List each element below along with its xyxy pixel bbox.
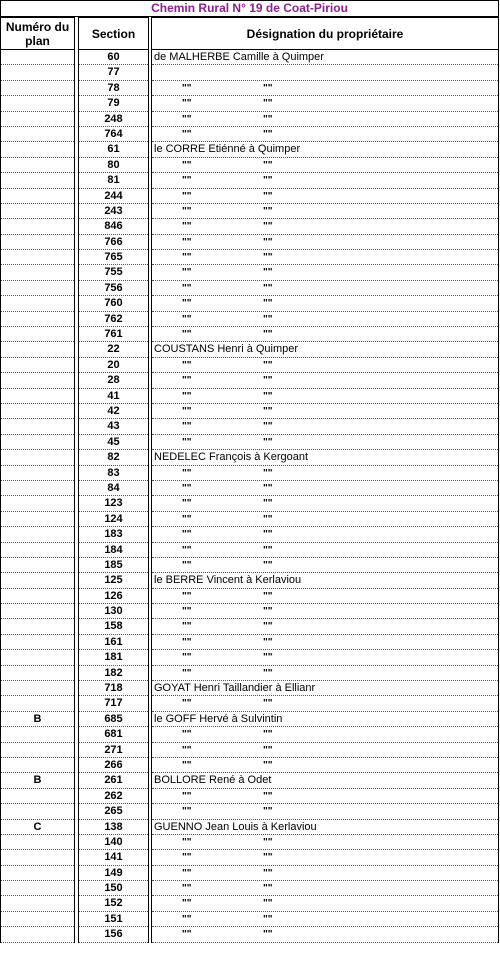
plan-cell <box>1 50 74 65</box>
ditto-mark: "" <box>263 282 273 294</box>
owner-cell <box>152 112 498 127</box>
section-cell: 766 <box>79 235 148 250</box>
section-cell: 126 <box>79 589 148 604</box>
plan-cell <box>1 65 74 80</box>
ditto-mark: "" <box>182 375 192 387</box>
plan-cell <box>1 404 74 419</box>
section-cell: 158 <box>79 619 148 634</box>
section-cell: 78 <box>79 81 148 96</box>
ditto-mark: "" <box>263 159 273 171</box>
owner-cell <box>152 265 498 280</box>
owner-cell <box>152 927 498 942</box>
ditto-mark: "" <box>263 175 273 187</box>
section-cell: 83 <box>79 466 148 481</box>
section-cell: 125 <box>79 573 148 588</box>
ditto-mark: "" <box>182 867 192 879</box>
owner-cell <box>152 158 498 173</box>
plan-cell <box>1 543 74 558</box>
section-cell: 161 <box>79 635 148 650</box>
owner-cell <box>152 235 498 250</box>
ditto-mark: "" <box>182 313 192 325</box>
ditto-mark: "" <box>182 898 192 910</box>
owner-cell: BOLLORE René à Odet <box>152 773 498 788</box>
owner-cell: GOYAT Henri Taillandier à Ellianr <box>152 681 498 696</box>
ditto-mark: "" <box>182 236 192 248</box>
ditto-mark: "" <box>182 513 192 525</box>
section-cell: 681 <box>79 727 148 742</box>
ditto-mark: "" <box>182 929 192 941</box>
ditto-mark: "" <box>182 698 192 710</box>
section-cell: 760 <box>79 296 148 311</box>
section-cell: 22 <box>79 342 148 357</box>
owner-cell: GUENNO Jean Louis à Kerlaviou <box>152 820 498 835</box>
ditto-mark: "" <box>263 513 273 525</box>
owner-cell <box>152 619 498 634</box>
ditto-mark: "" <box>182 759 192 771</box>
plan-cell <box>1 496 74 511</box>
ditto-mark: "" <box>263 467 273 479</box>
owner-cell: le CORRE Etiénné à Quimper <box>152 142 498 157</box>
section-cell: 123 <box>79 496 148 511</box>
ditto-mark: "" <box>263 606 273 618</box>
ditto-mark: "" <box>182 405 192 417</box>
ditto-mark: "" <box>263 482 273 494</box>
section-cell: 261 <box>79 773 148 788</box>
plan-cell <box>1 235 74 250</box>
ditto-mark: "" <box>182 852 192 864</box>
plan-cell <box>1 96 74 111</box>
ditto-mark: "" <box>182 282 192 294</box>
ditto-mark: "" <box>182 544 192 556</box>
plan-cell <box>1 912 74 927</box>
ditto-mark: "" <box>182 359 192 371</box>
plan-cell <box>1 681 74 696</box>
ditto-mark: "" <box>263 667 273 679</box>
plan-cell <box>1 573 74 588</box>
ditto-mark: "" <box>182 636 192 648</box>
ditto-mark: "" <box>263 113 273 125</box>
plan-cell <box>1 296 74 311</box>
plan-cell <box>1 358 74 373</box>
plan-cell <box>1 81 74 96</box>
section-cell: 82 <box>79 450 148 465</box>
owner-cell <box>152 866 498 881</box>
ditto-mark: "" <box>182 559 192 571</box>
ditto-mark: "" <box>263 867 273 879</box>
section-cell: 765 <box>79 250 148 265</box>
owner-cell <box>152 281 498 296</box>
section-cell: 43 <box>79 419 148 434</box>
ditto-mark: "" <box>182 621 192 633</box>
plan-cell <box>1 481 74 496</box>
plan-cell <box>1 850 74 865</box>
ditto-mark: "" <box>182 175 192 187</box>
owner-cell <box>152 758 498 773</box>
ditto-mark: "" <box>263 267 273 279</box>
plan-cell <box>1 589 74 604</box>
ditto-mark: "" <box>263 790 273 802</box>
plan-cell: B <box>1 712 74 727</box>
owner-cell <box>152 81 498 96</box>
ditto-mark: "" <box>182 467 192 479</box>
owner-cell: COUSTANS Henri à Quimper <box>152 342 498 357</box>
ditto-mark: "" <box>182 590 192 602</box>
section-cell: 84 <box>79 481 148 496</box>
ditto-mark: "" <box>263 421 273 433</box>
plan-cell <box>1 373 74 388</box>
ditto-mark: "" <box>263 298 273 310</box>
ditto-mark: "" <box>263 559 273 571</box>
section-cell: 130 <box>79 604 148 619</box>
plan-cell <box>1 696 74 711</box>
plan-cell <box>1 389 74 404</box>
owner-cell <box>152 204 498 219</box>
plan-cell <box>1 204 74 219</box>
section-cell: 80 <box>79 158 148 173</box>
owner-cell <box>152 743 498 758</box>
ditto-mark: "" <box>182 806 192 818</box>
ditto-mark: "" <box>182 667 192 679</box>
plan-cell <box>1 450 74 465</box>
ditto-mark: "" <box>263 729 273 741</box>
ditto-mark: "" <box>263 313 273 325</box>
owner-cell <box>152 881 498 896</box>
ditto-mark: "" <box>263 898 273 910</box>
section-cell: 756 <box>79 281 148 296</box>
ditto-mark: "" <box>263 652 273 664</box>
owner-cell: de MALHERBE Camille à Quimper <box>152 50 498 65</box>
plan-cell <box>1 327 74 342</box>
section-cell: 41 <box>79 389 148 404</box>
ditto-mark: "" <box>182 221 192 233</box>
plan-cell <box>1 158 74 173</box>
plan-cell <box>1 758 74 773</box>
ditto-mark: "" <box>182 329 192 341</box>
section-cell: 262 <box>79 789 148 804</box>
owner-cell <box>152 404 498 419</box>
owner-cell <box>152 219 498 234</box>
section-cell: 755 <box>79 265 148 280</box>
plan-cell <box>1 265 74 280</box>
ditto-mark: "" <box>263 436 273 448</box>
ditto-mark: "" <box>263 621 273 633</box>
section-cell: 185 <box>79 558 148 573</box>
ditto-mark: "" <box>182 98 192 110</box>
owner-cell <box>152 173 498 188</box>
owner-cell <box>152 635 498 650</box>
owner-cell <box>152 589 498 604</box>
plan-cell: B <box>1 773 74 788</box>
plan-cell <box>1 342 74 357</box>
column-section <box>78 50 149 943</box>
owner-cell <box>152 466 498 481</box>
owner-cell: le BERRE Vincent à Kerlaviou <box>152 573 498 588</box>
owner-cell <box>152 835 498 850</box>
section-cell: 762 <box>79 312 148 327</box>
owner-cell <box>152 189 498 204</box>
section-cell: 61 <box>79 142 148 157</box>
owner-cell <box>152 419 498 434</box>
owner-cell <box>152 604 498 619</box>
plan-cell <box>1 435 74 450</box>
ditto-mark: "" <box>263 236 273 248</box>
owner-cell <box>152 912 498 927</box>
section-cell: 718 <box>79 681 148 696</box>
ditto-mark: "" <box>182 482 192 494</box>
ditto-mark: "" <box>263 375 273 387</box>
plan-cell <box>1 835 74 850</box>
ditto-mark: "" <box>263 98 273 110</box>
section-cell: 265 <box>79 804 148 819</box>
ditto-mark: "" <box>182 252 192 264</box>
plan-cell <box>1 281 74 296</box>
owner-cell <box>152 296 498 311</box>
column-plan <box>0 50 75 943</box>
plan-cell <box>1 866 74 881</box>
owner-cell <box>152 727 498 742</box>
ditto-mark: "" <box>263 913 273 925</box>
plan-cell <box>1 619 74 634</box>
ditto-mark: "" <box>263 359 273 371</box>
plan-cell <box>1 650 74 665</box>
section-cell: 764 <box>79 127 148 142</box>
ditto-mark: "" <box>182 159 192 171</box>
ditto-mark: "" <box>182 883 192 895</box>
section-cell: 124 <box>79 512 148 527</box>
ditto-mark: "" <box>182 298 192 310</box>
ditto-mark: "" <box>263 405 273 417</box>
ditto-mark: "" <box>263 929 273 941</box>
section-cell: 60 <box>79 50 148 65</box>
plan-cell <box>1 419 74 434</box>
header-section: Section <box>78 17 149 50</box>
ditto-mark: "" <box>182 190 192 202</box>
owner-cell <box>152 696 498 711</box>
ditto-mark: "" <box>263 852 273 864</box>
plan-cell <box>1 512 74 527</box>
ditto-mark: "" <box>182 529 192 541</box>
plan-cell <box>1 896 74 911</box>
ditto-mark: "" <box>263 190 273 202</box>
owner-cell <box>152 543 498 558</box>
section-cell: 846 <box>79 219 148 234</box>
section-cell: 244 <box>79 189 148 204</box>
ditto-mark: "" <box>182 113 192 125</box>
owner-cell <box>152 327 498 342</box>
ditto-mark: "" <box>182 913 192 925</box>
ditto-mark: "" <box>182 652 192 664</box>
section-cell: 141 <box>79 850 148 865</box>
owner-cell <box>152 558 498 573</box>
ditto-mark: "" <box>263 498 273 510</box>
owner-cell <box>152 373 498 388</box>
plan-cell <box>1 173 74 188</box>
ditto-mark: "" <box>182 436 192 448</box>
section-cell: 152 <box>79 896 148 911</box>
ditto-mark: "" <box>263 329 273 341</box>
ditto-mark: "" <box>263 205 273 217</box>
ditto-mark: "" <box>182 790 192 802</box>
ditto-mark: "" <box>263 883 273 895</box>
ditto-mark: "" <box>263 759 273 771</box>
owner-cell <box>152 127 498 142</box>
ditto-mark: "" <box>263 636 273 648</box>
plan-cell <box>1 558 74 573</box>
ditto-mark: "" <box>182 421 192 433</box>
ditto-mark: "" <box>263 806 273 818</box>
owner-cell: le GOFF Hervé à Sulvintin <box>152 712 498 727</box>
section-cell: 140 <box>79 835 148 850</box>
section-cell: 266 <box>79 758 148 773</box>
ditto-mark: "" <box>263 390 273 402</box>
ditto-mark: "" <box>263 698 273 710</box>
section-cell: 183 <box>79 527 148 542</box>
owner-cell <box>152 896 498 911</box>
section-cell: 248 <box>79 112 148 127</box>
owner-cell <box>152 96 498 111</box>
ditto-mark: "" <box>263 221 273 233</box>
owner-cell <box>152 250 498 265</box>
plan-cell <box>1 142 74 157</box>
ditto-mark: "" <box>263 590 273 602</box>
ditto-mark: "" <box>263 529 273 541</box>
plan-cell <box>1 250 74 265</box>
ditto-mark: "" <box>182 82 192 94</box>
owner-cell <box>152 804 498 819</box>
section-cell: 150 <box>79 881 148 896</box>
column-designation <box>151 50 499 943</box>
ditto-mark: "" <box>263 544 273 556</box>
header-designation: Désignation du propriétaire <box>151 17 499 50</box>
section-cell: 271 <box>79 743 148 758</box>
owner-cell <box>152 666 498 681</box>
plan-cell <box>1 219 74 234</box>
ditto-mark: "" <box>182 606 192 618</box>
ditto-mark: "" <box>182 744 192 756</box>
ditto-mark: "" <box>263 744 273 756</box>
owner-cell: NEDELEC François à Kergoant <box>152 450 498 465</box>
plan-cell <box>1 789 74 804</box>
sheet-title: Chemin Rural N° 19 de Coat-Piriou <box>0 0 499 17</box>
plan-cell <box>1 112 74 127</box>
section-cell: 42 <box>79 404 148 419</box>
section-cell: 181 <box>79 650 148 665</box>
section-cell: 685 <box>79 712 148 727</box>
section-cell: 45 <box>79 435 148 450</box>
owner-cell <box>152 312 498 327</box>
section-cell: 149 <box>79 866 148 881</box>
owner-cell <box>152 496 498 511</box>
section-cell: 77 <box>79 65 148 80</box>
plan-cell <box>1 881 74 896</box>
plan-cell <box>1 189 74 204</box>
owner-cell <box>152 435 498 450</box>
section-cell: 243 <box>79 204 148 219</box>
section-cell: 20 <box>79 358 148 373</box>
ditto-mark: "" <box>182 729 192 741</box>
section-cell: 79 <box>79 96 148 111</box>
owner-cell <box>152 358 498 373</box>
owner-cell <box>152 65 498 80</box>
section-cell: 28 <box>79 373 148 388</box>
table-header <box>0 17 499 50</box>
ditto-mark: "" <box>263 128 273 140</box>
section-cell: 138 <box>79 820 148 835</box>
ditto-mark: "" <box>263 252 273 264</box>
owner-cell <box>152 789 498 804</box>
section-cell: 717 <box>79 696 148 711</box>
plan-cell <box>1 527 74 542</box>
plan-cell <box>1 604 74 619</box>
plan-cell <box>1 312 74 327</box>
plan-cell <box>1 466 74 481</box>
section-cell: 81 <box>79 173 148 188</box>
plan-cell <box>1 743 74 758</box>
plan-cell <box>1 127 74 142</box>
section-cell: 184 <box>79 543 148 558</box>
ditto-mark: "" <box>182 267 192 279</box>
plan-cell <box>1 666 74 681</box>
plan-cell <box>1 927 74 942</box>
ditto-mark: "" <box>182 836 192 848</box>
section-cell: 151 <box>79 912 148 927</box>
ditto-mark: "" <box>182 390 192 402</box>
section-cell: 156 <box>79 927 148 942</box>
owner-cell <box>152 850 498 865</box>
plan-cell <box>1 804 74 819</box>
section-cell: 182 <box>79 666 148 681</box>
ditto-mark: "" <box>182 128 192 140</box>
ditto-mark: "" <box>263 82 273 94</box>
owner-cell <box>152 389 498 404</box>
section-cell: 761 <box>79 327 148 342</box>
owner-cell <box>152 512 498 527</box>
owner-cell <box>152 650 498 665</box>
header-plan: Numéro du plan <box>0 17 75 50</box>
ditto-mark: "" <box>182 205 192 217</box>
ditto-mark: "" <box>182 498 192 510</box>
owner-cell <box>152 481 498 496</box>
plan-cell <box>1 727 74 742</box>
plan-cell: C <box>1 820 74 835</box>
owner-cell <box>152 527 498 542</box>
plan-cell <box>1 635 74 650</box>
ditto-mark: "" <box>263 836 273 848</box>
